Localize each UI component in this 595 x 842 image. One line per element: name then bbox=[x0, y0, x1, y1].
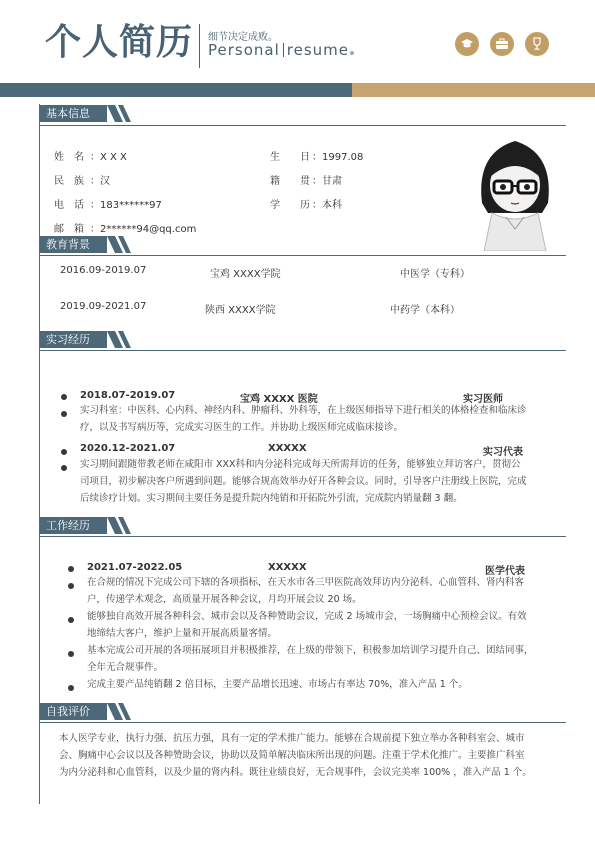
header-bar-gold bbox=[352, 83, 595, 97]
bullet bbox=[61, 465, 67, 471]
work-bullet-3-line-2: 全年无合规事件。 bbox=[87, 662, 164, 673]
intern-1-role: 实习医师 bbox=[463, 394, 503, 405]
section-education-stripes bbox=[107, 236, 135, 253]
edu-2-date: 2019.09-2021.07 bbox=[60, 301, 147, 312]
section-self-title: 自我评价 bbox=[39, 703, 107, 720]
bullet bbox=[68, 685, 74, 691]
intern-2-role: 实习代表 bbox=[483, 447, 523, 458]
name-value: ：X X X bbox=[90, 152, 127, 163]
title-divider bbox=[199, 24, 200, 68]
work-bullet-3 bbox=[87, 642, 534, 676]
section-basic-title: 基本信息 bbox=[39, 105, 107, 122]
title-en bbox=[208, 41, 354, 59]
phone-value: ：183******97 bbox=[90, 200, 162, 211]
section-work-line bbox=[39, 536, 566, 537]
title-en-word-1: Personal bbox=[208, 41, 280, 59]
intern-2-org: XXXXX bbox=[268, 443, 307, 454]
self-line-3: 为内分泌科和心血管科，以及少量的肾内科。既往业绩良好，无合规事件，会议完美率 100% ，准入产品 1 个。 bbox=[59, 767, 532, 778]
edu-1-school: 宝鸡 XXXX学院 bbox=[210, 269, 281, 280]
work-bullet-1-line-1: 在合规的情况下完成公司下辖的各项指标，在天水市各三甲医院高效拜访内分泌科、心血管科、肾内科客 bbox=[87, 577, 525, 588]
bullet bbox=[61, 411, 67, 417]
nation-value: ：汉 bbox=[90, 176, 110, 187]
email-label: 邮 箱 bbox=[54, 224, 84, 235]
birth-value: ：1997.08 bbox=[312, 152, 364, 163]
bullet bbox=[68, 617, 74, 623]
work-bullet-4 bbox=[87, 676, 468, 693]
intern-2-line-1: 实习期间跟随带教老师在咸阳市 XXX科和内分泌科完成每天所需拜访的任务，能够独立拜访客户，贯彻公 bbox=[80, 459, 521, 470]
subtitle: 细节决定成败。 bbox=[208, 32, 278, 43]
section-work-stripes bbox=[107, 517, 135, 534]
email-value: ：2******94@qq.com bbox=[90, 224, 197, 235]
work-bullet-1 bbox=[87, 574, 524, 608]
trophy-icon bbox=[525, 32, 549, 56]
bullet bbox=[68, 566, 74, 572]
work-bullet-2-line-1: 能够独自高效开展各种科会、城市会以及各种赞助会议，完成 2 场城市会，一场胸痛中心预检会议。有效 bbox=[87, 611, 527, 622]
edu-1-date: 2016.09-2019.07 bbox=[60, 265, 147, 276]
phone-label: 电 话 bbox=[54, 200, 84, 211]
header-bar-blue bbox=[0, 83, 352, 97]
left-rule bbox=[39, 104, 40, 804]
nation-label: 民 族 bbox=[54, 176, 84, 187]
degree-label: 学 历 bbox=[270, 200, 310, 211]
edu-1-major: 中医学（专科） bbox=[400, 269, 470, 280]
work-org: XXXXX bbox=[268, 562, 307, 573]
section-self-line bbox=[39, 722, 566, 723]
degree-value: ：本科 bbox=[312, 200, 342, 211]
title-en-word-2: resume bbox=[286, 41, 349, 59]
edu-2-major: 中药学（本科） bbox=[390, 305, 460, 316]
section-basic-stripes bbox=[107, 105, 135, 122]
section-internship-stripes bbox=[107, 331, 135, 348]
self-evaluation bbox=[59, 730, 532, 781]
origin-label: 籍 贯 bbox=[270, 176, 310, 187]
work-bullet-1-line-2: 户，传递学术观念，高质量开展各种会议，月均开展会议 20 场。 bbox=[87, 594, 362, 605]
intern-1-line-2: 疗，以及书写病历等，完成实习医生的工作。并协助上级医师完成临床接诊。 bbox=[80, 422, 404, 433]
section-internship-title: 实习经历 bbox=[39, 331, 107, 348]
section-internship-line bbox=[39, 350, 566, 351]
origin-value: ：甘肃 bbox=[312, 176, 342, 187]
birth-label: 生 日 bbox=[270, 152, 310, 163]
section-education-line bbox=[39, 255, 566, 256]
work-bullet-4-line-1: 完成主要产品纯销翻 2 倍目标，主要产品增长迅速、市场占有率达 70%，准入产品 1 个。 bbox=[87, 679, 468, 690]
intern-1-date: 2018.07-2019.07 bbox=[80, 390, 176, 401]
intern-1-line-1: 实习科室：中医科、心内科、神经内科、肿瘤科、外科等，在上级医师指导下进行相关的体格检查和临床诊 bbox=[80, 405, 527, 416]
page-title: 个人简历 bbox=[45, 22, 194, 63]
self-line-1: 本人医学专业，执行力强、抗压力强，具有一定的学术推广能力。能够在合规前提下独立举办各种科室会、城市 bbox=[59, 733, 525, 744]
name-label: 姓 名 bbox=[54, 152, 84, 163]
avatar bbox=[472, 133, 558, 251]
intern-2-line-2: 司项目，初步解决客户所遇到问题。能够合规高效举办好开各种会议。同时，引导客户注册线上医院，完成 bbox=[80, 476, 527, 487]
briefcase-icon bbox=[490, 32, 514, 56]
graduation-cap-icon bbox=[455, 32, 479, 56]
work-bullet-2-line-2: 地缔结大客户，维护上量和开展高质量客情。 bbox=[87, 628, 278, 639]
section-basic-line bbox=[39, 125, 566, 126]
section-self-stripes bbox=[107, 703, 135, 720]
bullet bbox=[61, 449, 67, 455]
work-role: 医学代表 bbox=[485, 566, 525, 577]
intern-1-org: 宝鸡 XXXX 医院 bbox=[240, 394, 318, 405]
intern-2-date: 2020.12-2021.07 bbox=[80, 443, 176, 454]
intern-2-line-3: 后续诊疗计划。实习期间主要任务是提升院内纯销和开拓院外引流，完成院内销量翻 3 翻。 bbox=[80, 493, 463, 504]
self-line-2: 会、胸痛中心会议以及各种赞助会议，协助以及简单解决临床所出现的问题。注重于学术化推广。主要推广科室 bbox=[59, 750, 525, 761]
work-bullet-2 bbox=[87, 608, 527, 642]
section-education-title: 教育背景 bbox=[39, 236, 107, 253]
intern-2-desc bbox=[80, 456, 527, 507]
work-bullet-3-line-1: 基本完成公司开展的各项拓展项目并积极推荐，在上级的带领下，积极参加培训学习提升自己、团结同事， bbox=[87, 645, 534, 656]
bullet bbox=[61, 394, 67, 400]
work-date: 2021.07-2022.05 bbox=[87, 562, 183, 573]
intern-1-desc bbox=[80, 402, 527, 436]
edu-2-school: 陕西 XXXX学院 bbox=[205, 305, 276, 316]
section-work-title: 工作经历 bbox=[39, 517, 107, 534]
bullet bbox=[68, 651, 74, 657]
bullet bbox=[68, 583, 74, 589]
